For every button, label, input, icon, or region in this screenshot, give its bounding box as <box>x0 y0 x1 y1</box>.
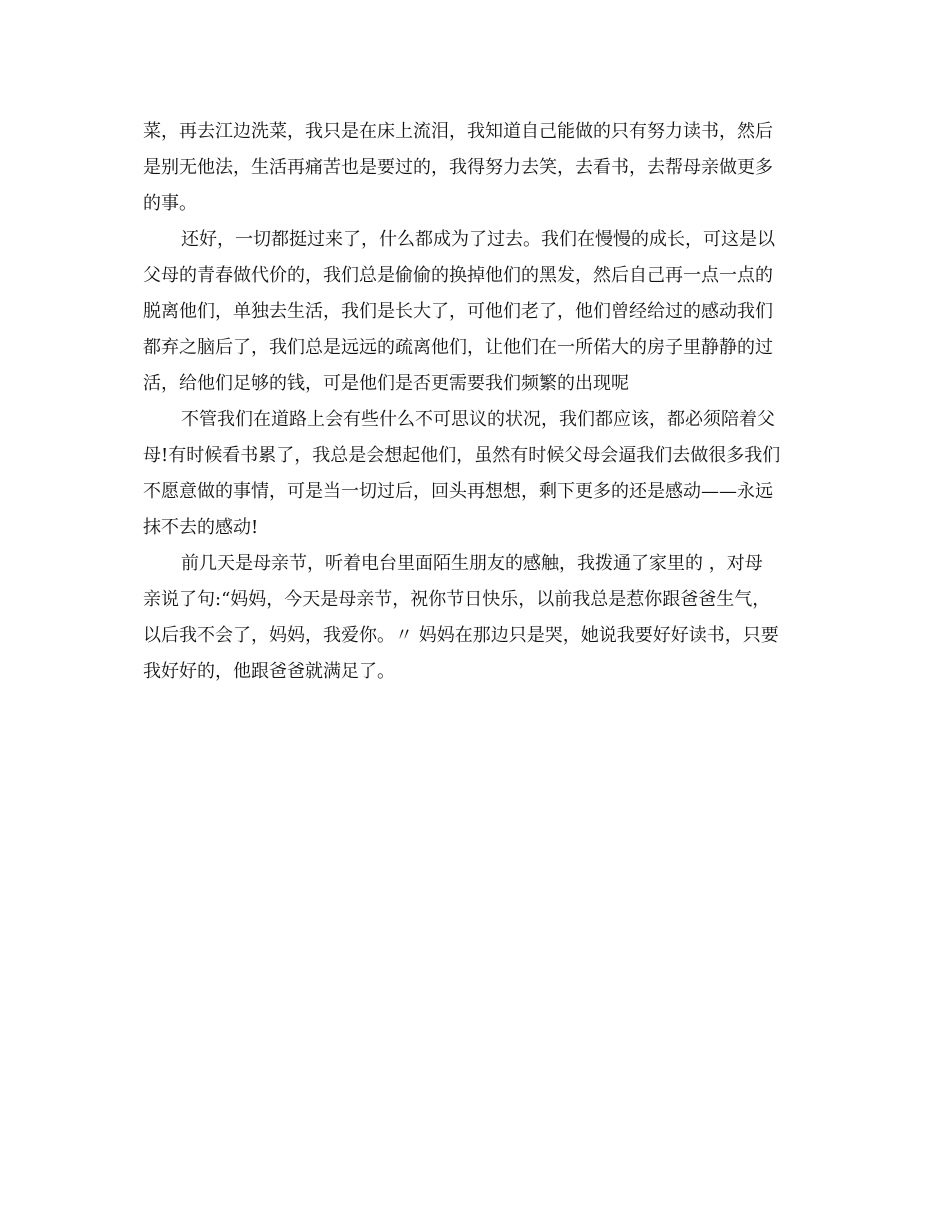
text-line: 我好好的，他跟爸爸就满足了。 <box>143 661 395 682</box>
text-line: 亲说了句:“妈妈，今天是母亲节，祝你节日快乐，以前我总是惹你跟爸爸生气， <box>143 589 771 610</box>
text-line: 抹不去的感动! <box>143 517 259 538</box>
document-body <box>143 114 815 690</box>
text-line: 是别无他法，生活再痛苦也是要过的，我得努力去笑，去看书，去帮母亲做更多 <box>143 157 773 178</box>
text-line: 不管我们在道路上会有些什么不可思议的状况，我们都应该，都必须陪着父 <box>181 409 775 430</box>
text-line: 母!有时候看书累了，我总是会想起他们，虽然有时候父母会逼我们去做很多我们 <box>143 445 781 466</box>
text-line: 还好，一切都挺过来了，什么都成为了过去。我们在慢慢的成长，可这是以 <box>181 229 775 250</box>
text-line: 以后我不会了，妈妈，我爱你。〃 妈妈在那边只是哭，她说我要好好读书，只要 <box>143 625 779 646</box>
text-line: 脱离他们，单独去生活，我们是长大了，可他们老了，他们曾经给过的感动我们 <box>143 301 773 322</box>
paragraph-4 <box>143 546 815 690</box>
paragraph-2 <box>143 222 815 402</box>
paragraph-3 <box>143 402 815 546</box>
text-line: 的事。 <box>143 193 197 214</box>
text-line: 菜，再去江边洗菜，我只是在床上流泪，我知道自己能做的只有努力读书，然后 <box>143 121 773 142</box>
paragraph-1 <box>143 114 815 222</box>
text-line: 都弃之脑后了，我们总是远远的疏离他们，让他们在一所偌大的房子里静静的过 <box>143 337 773 358</box>
text-line: 前几天是母亲节，听着电台里面陌生朋友的感触，我拨通了家里的 ，对母 <box>181 553 763 574</box>
text-line: 父母的青春做代价的，我们总是偷偷的换掉他们的黑发，然后自己再一点一点的 <box>143 265 773 286</box>
text-line: 不愿意做的事情，可是当一切过后，回头再想想，剩下更多的还是感动——永远 <box>143 481 773 502</box>
text-line: 活，给他们足够的钱，可是他们是否更需要我们频繁的出现呢 <box>143 373 629 394</box>
